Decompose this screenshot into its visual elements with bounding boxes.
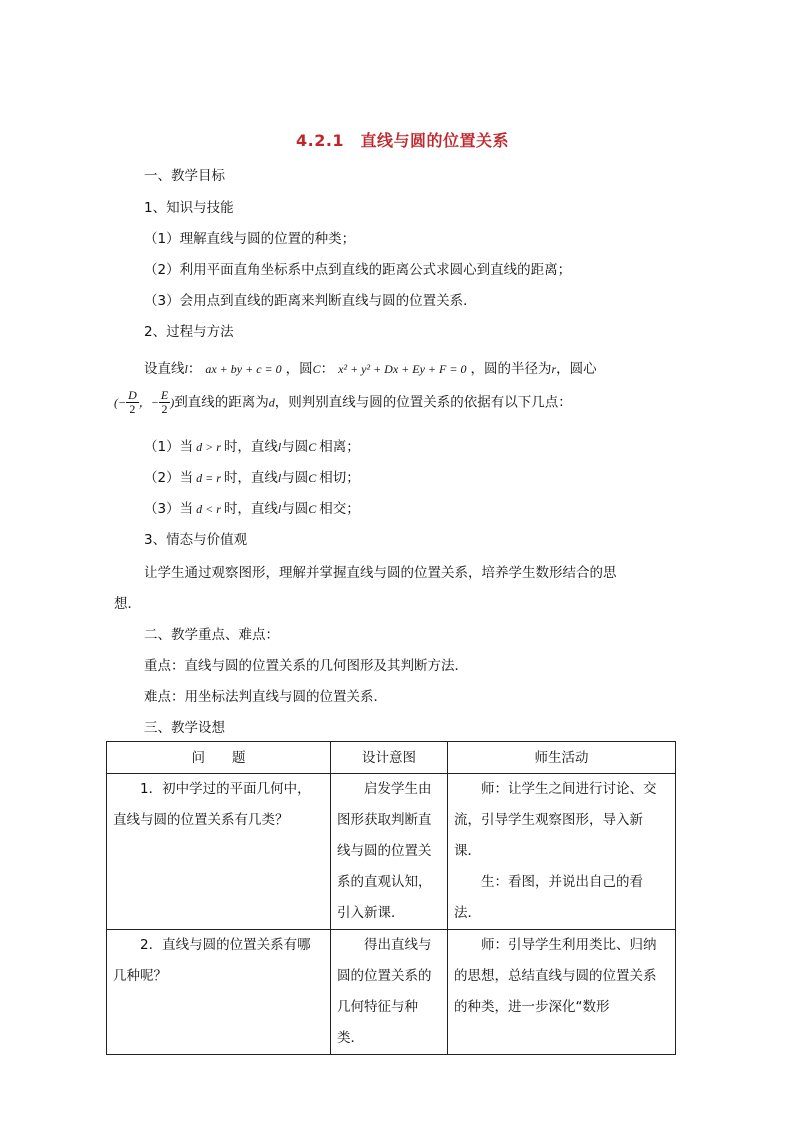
text: ，圆心 (556, 361, 597, 377)
case-separate (144, 435, 360, 455)
text: 设直线 (144, 361, 185, 377)
cell-activity (448, 930, 676, 1055)
math-C: C (308, 502, 317, 516)
math-C: C (308, 440, 317, 454)
intent-text: 启发学生由图形获取判断直线与圆的位置关系的直观认知，引入新课． (337, 781, 432, 921)
activity-teacher: 师：引导学生利用类比、归纳的思想，总结直线与圆的位置关系的种类，进一步深化“数形 (454, 937, 657, 1015)
difficulty-point: 难点：用坐标法判直线与圆的位置关系． (144, 689, 387, 705)
question-text: 1．初中学过的平面几何中，直线与圆的位置关系有几类？ (113, 781, 311, 828)
text: 与圆 (281, 501, 309, 517)
fraction-denominator: 2 (129, 402, 136, 416)
math-condition: d > r (196, 440, 221, 454)
text: （3）当 (144, 501, 194, 517)
page-title: 4.2.1 直线与圆的位置关系 (296, 131, 510, 150)
text: 相交； (319, 501, 360, 517)
section-teaching-goals-heading: 一、教学目标 (144, 168, 225, 184)
math-l: l (277, 440, 282, 454)
goal-knowledge-item-3: （3）会用点到直线的距离来判断直线与圆的位置关系． (144, 293, 477, 309)
math-l: l (184, 362, 188, 376)
goal-knowledge-item-1: （1）理解直线与圆的位置的种类； (144, 231, 356, 247)
math-line-equation: ax + by + c = 0 (205, 362, 282, 376)
table-row (107, 774, 676, 930)
case-intersect (144, 497, 360, 517)
text: ，则判别直线与圆的位置关系的依据有以下几点： (274, 394, 572, 411)
text: ： (320, 361, 335, 377)
section-teaching-design-heading: 三、教学设想 (144, 720, 225, 736)
table-header-row (107, 742, 676, 774)
math-d: d (268, 395, 275, 410)
math-r: r (551, 362, 557, 376)
separator: ，− (138, 395, 159, 410)
header-activity: 师生活动 (448, 742, 676, 774)
text: （2）当 (144, 470, 194, 486)
text: 时，直线 (223, 470, 278, 486)
cell-intent (331, 930, 448, 1055)
fraction-numerator: D (128, 388, 137, 402)
paren-close: ) (170, 395, 175, 410)
teaching-design-table (106, 741, 676, 1055)
fraction-numerator: E (160, 388, 169, 402)
fraction-denominator: 2 (161, 402, 168, 416)
text: 到直线的距离为 (174, 394, 269, 411)
center-distance-line (114, 389, 572, 416)
activity-teacher: 师：让学生之间进行讨论、交流，引导学生观察图形，导入新课． (454, 781, 657, 859)
goal-values-paragraph-line-2: 想． (114, 596, 141, 612)
text: 时，直线 (223, 501, 278, 517)
math-C: C (308, 471, 317, 485)
math-condition: d < r (196, 502, 221, 516)
table-row (107, 930, 676, 1055)
header-intent: 设计意图 (331, 742, 448, 774)
case-tangent (144, 466, 360, 486)
text: 相切； (319, 470, 360, 486)
cell-activity (448, 774, 676, 930)
paren-open: (− (114, 395, 127, 410)
cell-question (107, 930, 331, 1055)
math-circle-equation: x² + y² + Dx + Ey + F = 0 (338, 362, 467, 376)
text: ，圆 (285, 361, 313, 377)
question-text: 2．直线与圆的位置关系有哪几种呢？ (113, 937, 311, 984)
goal-knowledge-item-2: （2）利用平面直角坐标系中点到直线的距离公式求圆心到直线的距离； (144, 262, 572, 278)
text: （1）当 (144, 439, 194, 455)
text: 相离； (319, 439, 360, 455)
goal-process-heading: 2、过程与方法 (144, 324, 234, 340)
math-C: C (312, 362, 321, 376)
math-condition: d = r (196, 471, 221, 485)
goal-knowledge-heading: 1、知识与技能 (144, 200, 234, 216)
fraction-E-over-2 (159, 389, 170, 416)
intent-text: 得出直线与圆的位置关系的几何特征与种类． (337, 937, 432, 1046)
text: ： (187, 361, 202, 377)
text: 时，直线 (223, 439, 278, 455)
goal-values-paragraph-line-1: 让学生通过观察图形，理解并掌握直线与圆的位置关系，培养学生数形结合的思 (144, 565, 617, 581)
cell-question (107, 774, 331, 930)
math-l: l (277, 471, 282, 485)
cell-intent (331, 774, 448, 930)
text: 与圆 (281, 470, 309, 486)
activity-student: 生：看图，并说出自己的看法． (454, 874, 643, 921)
text: ，圆的半径为 (470, 361, 552, 377)
goal-values-heading: 3、情态与价值观 (144, 532, 248, 548)
key-point: 重点：直线与圆的位置关系的几何图形及其判断方法． (144, 658, 468, 674)
header-question: 问 题 (107, 742, 331, 774)
text: 与圆 (281, 439, 309, 455)
fraction-D-over-2 (126, 389, 139, 416)
math-l: l (277, 502, 282, 516)
section-key-points-heading: 二、教学重点、难点： (144, 627, 279, 643)
line-circle-definition (144, 357, 597, 377)
